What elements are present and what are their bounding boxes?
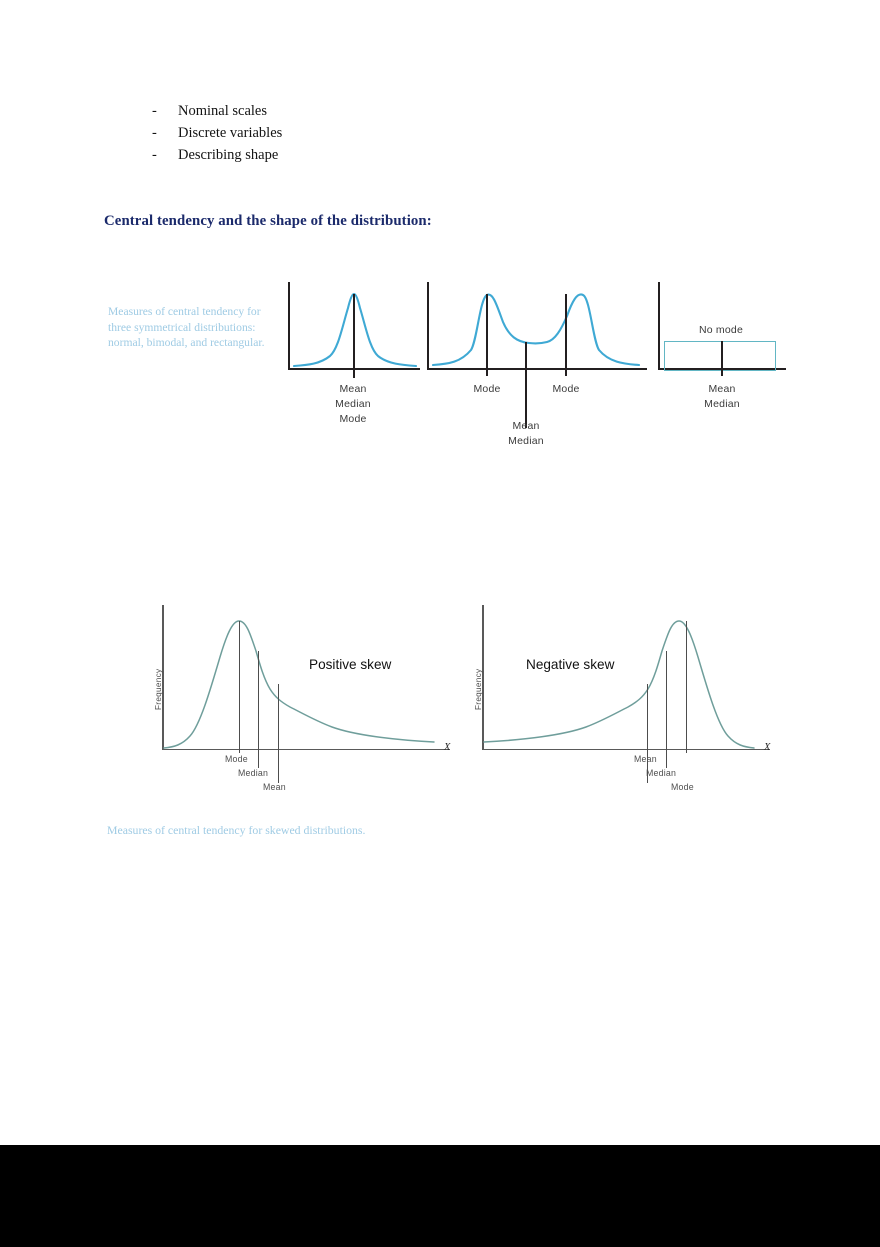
page-bottom-bar (0, 1145, 880, 1247)
stat-label-mean: Mean (263, 782, 286, 792)
figure-caption-left: Measures of central tendency for three symmetrical distributions: normal, bimodal, and rectangular. (108, 305, 265, 350)
stat-label-median: Median (335, 398, 371, 410)
list-item-label: Discrete variables (178, 125, 283, 141)
chart-negative-skew (464, 595, 784, 792)
stat-label-mode: Mode (225, 754, 248, 764)
stat-label-mode-right: Mode (552, 383, 580, 395)
stat-label-mode: Mode (671, 782, 694, 792)
positive-skew-curve (144, 595, 454, 755)
section-heading: Central tendency and the shape of the distribution: (104, 213, 432, 229)
stat-label-mean: Mean (634, 754, 657, 764)
mode-line-right (565, 294, 567, 376)
list-item-label: Describing shape (178, 147, 279, 163)
mode-line-left (486, 294, 488, 376)
chart-rectangular-distribution (655, 278, 787, 410)
central-tendency-line (353, 294, 355, 378)
mean-median-line (721, 341, 723, 376)
y-axis-label: Frequency (474, 668, 483, 710)
figure-caption-bottom: Measures of central tendency for skewed distributions. (107, 823, 366, 837)
chart-title-positive-skew: Positive skew (309, 657, 392, 672)
stat-label-median: Median (704, 398, 740, 410)
stat-label-median: Median (646, 768, 677, 778)
x-axis-label: X (444, 742, 451, 753)
stat-label-mean: Mean (708, 383, 736, 395)
x-axis-label: X (764, 742, 771, 753)
bimodal-curve (425, 278, 647, 378)
list-item-label: Nominal scales (178, 103, 267, 119)
mean-median-line (525, 342, 527, 428)
stat-label-median: Median (508, 435, 544, 447)
list-marker: - (152, 125, 157, 141)
chart-normal-distribution (286, 278, 420, 425)
figure-skewed-distributions (104, 595, 804, 805)
chart-positive-skew (144, 595, 454, 792)
stat-label-mean: Mean (512, 420, 540, 432)
mode-line (239, 621, 240, 753)
uniform-distribution-rectangle (664, 341, 776, 371)
mode-line (686, 621, 687, 753)
stat-label-median: Median (238, 768, 269, 778)
list-item (152, 125, 572, 147)
median-line (666, 651, 667, 768)
negative-skew-curve (464, 595, 784, 755)
list-marker: - (152, 103, 157, 119)
figure-symmetric-distributions (104, 278, 804, 463)
list-item (152, 103, 572, 125)
bullet-list (152, 103, 572, 169)
stat-label-mode: Mode (339, 413, 367, 425)
mean-line (278, 684, 279, 783)
stat-label-mean: Mean (339, 383, 367, 395)
list-marker: - (152, 147, 157, 163)
y-axis-label: Frequency (154, 668, 163, 710)
chart-title-negative-skew: Negative skew (526, 657, 615, 672)
list-item (152, 147, 572, 169)
stat-label-mode-left: Mode (473, 383, 501, 395)
chart-bimodal-distribution (425, 278, 647, 447)
y-axis (658, 282, 660, 370)
stat-label-no-mode: No mode (698, 324, 743, 336)
median-line (258, 651, 259, 768)
